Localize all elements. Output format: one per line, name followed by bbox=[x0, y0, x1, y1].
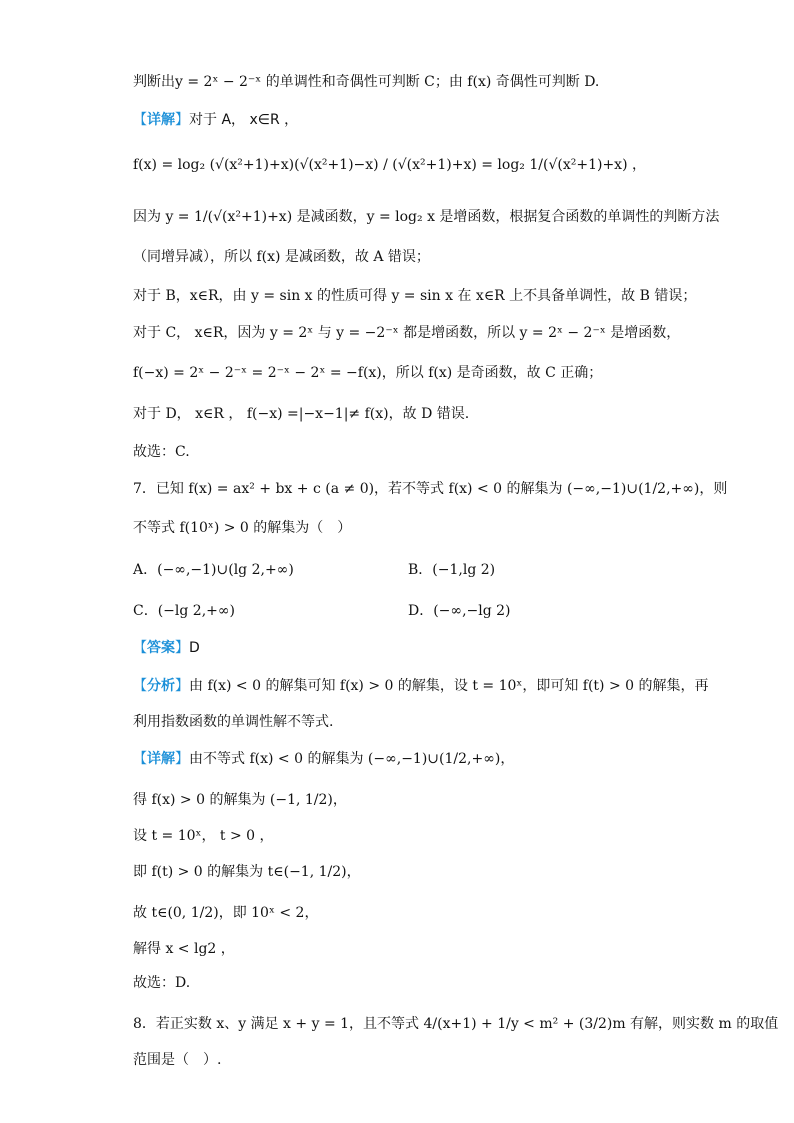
text-line-1: 判断出y = 2ˣ − 2⁻ˣ 的单调性和奇偶性可判断 C；由 f(x) 奇偶性可判断 D. bbox=[133, 74, 600, 90]
text-line-c-odd: f(−x) = 2ˣ − 2⁻ˣ = 2⁻ˣ − 2ˣ = −f(x)，所以 f(x) 是奇函数，故 C 正确； bbox=[133, 365, 603, 381]
option-b: B．(−1,lg 2) bbox=[408, 562, 496, 578]
choose-c: 故选：C. bbox=[133, 444, 190, 460]
analysis-line-2: 利用指数函数的单调性解不等式. bbox=[133, 714, 334, 730]
text-line-b: 对于 B，x∈R，由 y = sin x 的性质可得 y = sin x 在 x∈R 上不具备单调性，故 B 错误； bbox=[133, 288, 697, 304]
question-7-stem-2: 不等式 f(10ˣ) > 0 的解集为（ ） bbox=[133, 520, 352, 536]
detail-a-heading: 【详解】对于 A， x∈R ， bbox=[133, 112, 299, 128]
detail-line-1: 【详解】由不等式 f(x) < 0 的解集为 (−∞,−1)∪(1/2,+∞)， bbox=[133, 751, 515, 767]
analysis-line-1: 【分析】由 f(x) < 0 的解集可知 f(x) > 0 的解集，设 t = 10ˣ，即可知 f(t) > 0 的解集，再 bbox=[133, 678, 709, 694]
detail-line-2: 得 f(x) > 0 的解集为 (−1, 1/2)， bbox=[133, 792, 347, 808]
detail-line-3: 设 t = 10ˣ， t > 0 ， bbox=[133, 828, 274, 844]
detail-line-5: 故 t∈(0, 1/2)，即 10ˣ < 2， bbox=[133, 905, 319, 921]
option-a: A．(−∞,−1)∪(lg 2,+∞) bbox=[133, 562, 294, 578]
option-d: D．(−∞,−lg 2) bbox=[408, 603, 511, 619]
answer-label: 【答案】D bbox=[133, 640, 200, 656]
question-8-stem-2: 范围是（ ）. bbox=[133, 1052, 222, 1068]
choose-d: 故选：D. bbox=[133, 975, 191, 991]
option-c: C．(−lg 2,+∞) bbox=[133, 603, 236, 619]
detail-line-4: 即 f(t) > 0 的解集为 t∈(−1, 1/2)， bbox=[133, 864, 361, 880]
question-8-stem: 8．若正实数 x、y 满足 x + y = 1，且不等式 4/(x+1) + 1/y < m² + (3/2)m 有解，则实数 m 的取值 bbox=[133, 1016, 779, 1032]
text-line-conclude-a: （同增异减），所以 f(x) 是减函数，故 A 错误； bbox=[133, 249, 430, 265]
text-line-d: 对于 D， x∈R ， f(−x) =|−x−1|≠ f(x)，故 D 错误. bbox=[133, 406, 470, 422]
formula-f-a: f(x) = log₂ (√(x²+1)+x)(√(x²+1)−x) / (√(x²+1)+x) = log₂ 1/(√(x²+1)+x) ， bbox=[133, 157, 646, 173]
detail-line-6: 解得 x < lg2 ， bbox=[133, 941, 235, 957]
question-7-stem: 7．已知 f(x) = ax² + bx + c (a ≠ 0)，若不等式 f(x) < 0 的解集为 (−∞,−1)∪(1/2,+∞)，则 bbox=[133, 481, 728, 497]
text-line-c: 对于 C， x∈R，因为 y = 2ˣ 与 y = −2⁻ˣ 都是增函数，所以 y = 2ˣ − 2⁻ˣ 是增函数， bbox=[133, 325, 681, 341]
text-line-reason-a: 因为 y = 1/(√(x²+1)+x) 是减函数，y = log₂ x 是增函数，根据复合函数的单调性的判断方法 bbox=[133, 209, 720, 225]
